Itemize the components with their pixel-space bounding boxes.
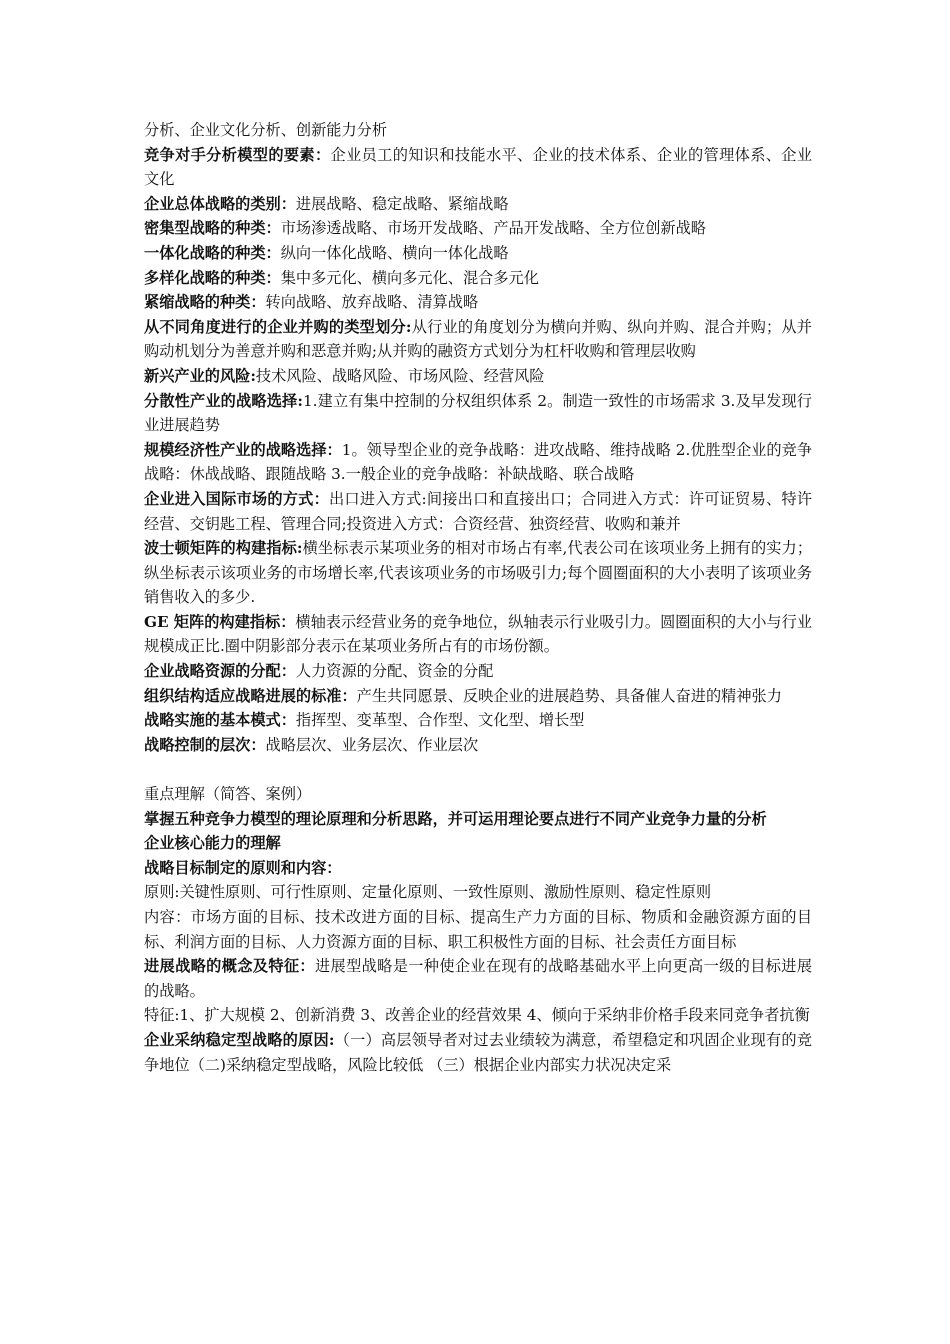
definition-text: 从行业的角度划分为横向并购、纵向并购、混合并购；从并购动机划分为善意并购和恶意并购;从并购的融资方式划分为杠杆收购和管理层收购 (144, 317, 812, 361)
definition-item (144, 216, 812, 241)
definition-text: 横轴表示经营业务的竞争地位，纵轴表示行业吸引力。圆圈面积的大小与行业规模成正比.圈中阴影部分表示在某项业务所占有的市场份额。 (144, 612, 813, 656)
definition-term: 紧缩战略的种类： (144, 293, 266, 312)
definition-text: 集中多元化、横向多元化、混合多元化 (280, 268, 539, 287)
definition-term: 企业总体战略的类别： (144, 194, 296, 213)
definition-term: 从不同角度进行的企业并购的类型划分: (144, 317, 412, 336)
intro-line: 分析、企业文化分析、创新能力分析 (144, 121, 387, 139)
definition-term: 新兴产业的风险: (144, 366, 256, 385)
definition-item (144, 241, 812, 266)
definition-term: 企业采纳稳定型战略的原因: (144, 1030, 335, 1049)
definition-item (144, 733, 812, 758)
definition-item (144, 659, 812, 684)
definition-item (144, 389, 812, 438)
definition-item (144, 708, 812, 733)
definition-text: 1。领导型企业的竞争战略：进攻战略、维持战略 2.优胜型企业的竞争战略：休战战略、跟随战略 3.一般企业的竞争战略：补缺战略、联合战略 (144, 440, 813, 484)
definition-term: 波士顿矩阵的构建指标: (144, 539, 303, 558)
definition-term: 竞争对手分析模型的要素： (144, 145, 331, 164)
definition-item (144, 290, 812, 315)
definition-item (144, 487, 812, 536)
definition-text: 出口进入方式:间接出口和直接出口；合同进入方式：许可证贸易、特许经营、交钥匙工程、管理合同;投资进入方式：合资经营、独资经营、收购和兼并 (144, 489, 813, 533)
definition-item (144, 192, 812, 217)
definition-item (144, 610, 812, 659)
definition-term: 规模经济性产业的战略选择： (144, 440, 342, 459)
definition-text: 转向战略、放弃战略、清算战略 (265, 293, 479, 312)
definition-term: GE 矩阵的构建指标： (144, 612, 296, 631)
definition-term: 战略实施的基本模式： (144, 711, 296, 730)
definition-item (144, 536, 812, 610)
definition-term: 一体化战略的种类： (144, 243, 281, 262)
definition-term: 多样化战略的种类： (144, 268, 281, 287)
definition-term: 组织结构适应战略进展的标准： (144, 686, 357, 705)
definition-text: 产生共同愿景、反映企业的进展趋势、具备催人奋进的精神张力 (356, 686, 782, 705)
definition-text: 技术风险、战略风险、市场风险、经营风险 (255, 366, 545, 385)
definition-item (144, 364, 812, 389)
definition-item (144, 266, 812, 291)
definition-text: 横坐标表示某项业务的相对市场占有率,代表公司在该项业务上拥有的实力；纵坐标表示该项业务的市场增长率,代表该项业务的市场吸引力;每个圆圈面积的大小表明了该项业务销售收入的多少. (144, 539, 813, 607)
document-page (144, 118, 812, 1077)
section-spacer (144, 757, 812, 782)
definition-item (144, 438, 812, 487)
definition-text: 市场渗透战略、市场开发战略、产品开发战略、全方位创新战略 (280, 219, 706, 238)
definition-term: 企业战略资源的分配： (144, 662, 296, 681)
topic-core-competence: 企业核心能力的理解 (144, 834, 281, 853)
definition-text: 纵向一体化战略、横向一体化战略 (280, 243, 509, 262)
topic-five-forces: 掌握五种竞争力模型的理论原理和分析思路，并可运用理论要点进行不同产业竞争力量的分析 (144, 809, 767, 828)
topic-strategic-objectives: 战略目标制定的原则和内容： (144, 858, 342, 877)
definition-term: 密集型战略的种类： (144, 219, 281, 238)
definition-text: （一）高层领导者对过去业绩较为满意，希望稳定和巩固企业现有的竞争地位（二)采纳稳定型战略，风险比较低 （三）根据企业内部实力状况决定采 (144, 1030, 813, 1074)
definition-item (144, 143, 812, 192)
definition-text: 进展战略、稳定战略、紧缩战略 (295, 194, 509, 213)
definition-text: 人力资源的分配、资金的分配 (295, 662, 494, 681)
definition-text: 指挥型、变革型、合作型、文化型、增长型 (295, 711, 585, 730)
section-heading: 重点理解（简答、案例） (144, 785, 312, 804)
definition-text: 1.建立有集中控制的分权组织体系 2。制造一致性的市场需求 3.及早发现行业进展趋势 (144, 391, 812, 435)
definition-term: 进展战略的概念及特征： (144, 957, 315, 976)
definition-item (144, 1028, 812, 1077)
definition-text: 进展型战略是一种使企业在现有的战略基础水平上向更高一级的目标进展的战略。 (144, 957, 813, 1000)
definition-text: 战略层次、业务层次、作业层次 (265, 735, 479, 754)
definition-item (144, 315, 812, 364)
principles-line: 原则:关键性原则、可行性原则、定量化原则、一致性原则、激励性原则、稳定性原则 (144, 883, 712, 902)
definition-text: 企业员工的知识和技能水平、企业的技术体系、企业的管理体系、企业文化 (144, 145, 813, 189)
definition-list (144, 143, 812, 758)
definition-term: 战略控制的层次： (144, 735, 266, 754)
features-line: 特征:1、扩大规模 2、创新消费 3、改善企业的经营效果 4、倾向于采纳非价格手段来同竞争者抗衡 (144, 1006, 810, 1025)
contents-line: 内容：市场方面的目标、技术改进方面的目标、提高生产力方面的目标、物质和金融资源方面的目标、利润方面的目标、人力资源方面的目标、职工积极性方面的目标、社会责任方面目标 (144, 908, 812, 951)
definition-term: 分散性产业的战略选择: (144, 391, 303, 410)
definition-item (144, 684, 812, 709)
definition-term: 企业进入国际市场的方式： (144, 489, 329, 508)
definition-item (144, 954, 812, 1003)
